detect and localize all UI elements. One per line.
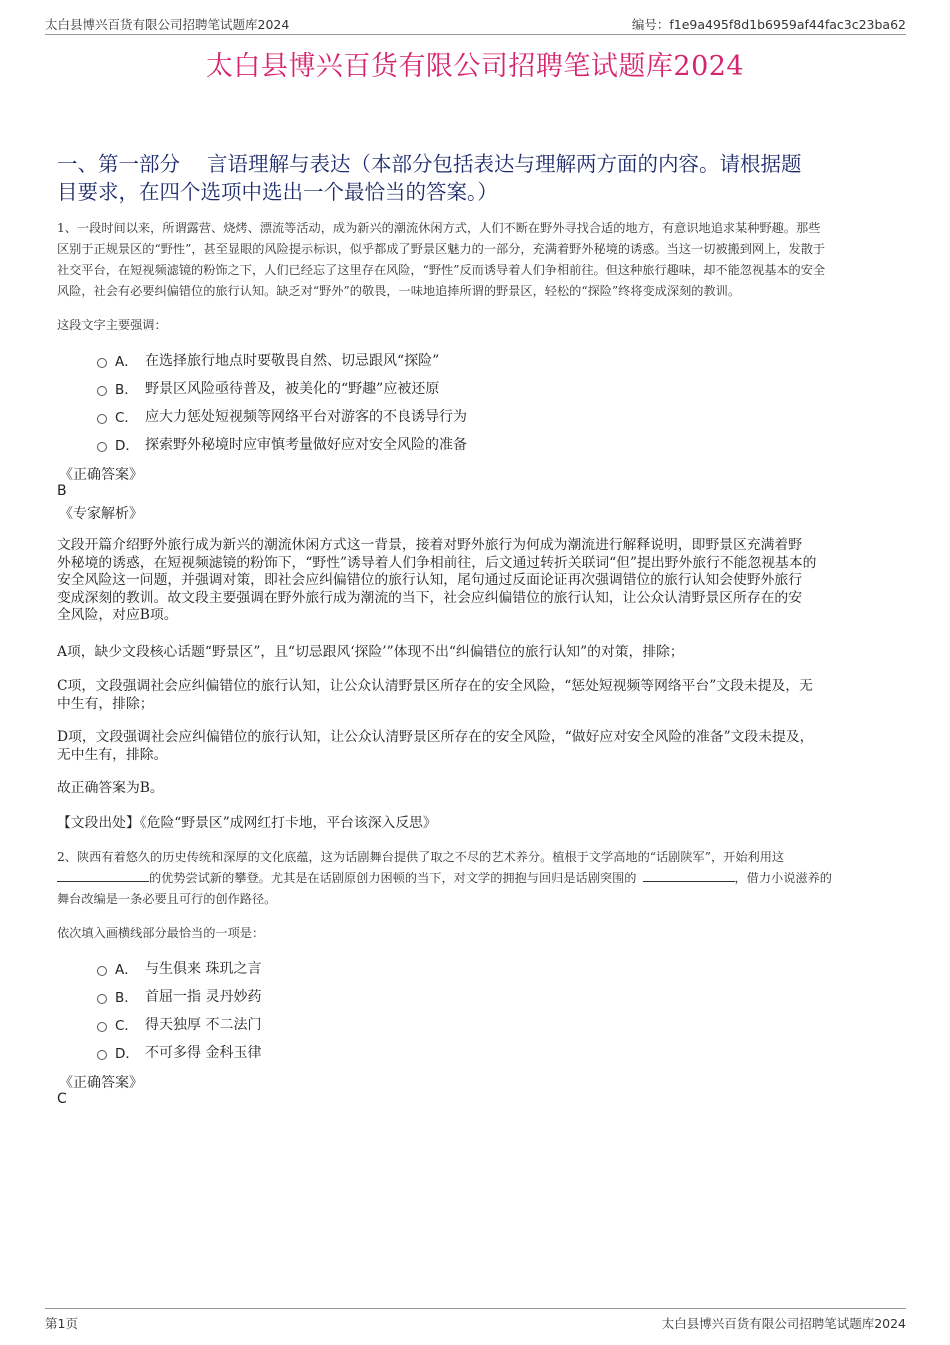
question-2-option-a[interactable] (97, 956, 261, 980)
question-2-line-3: 舞台改编是一条必要且可行的创作路径。 (57, 892, 277, 906)
analysis-line: A项，缺少文段核心话题“野景区”，且“切忌跟风‘探险’”体现不出“纠偏错位的旅行认知”的对策，排除； (57, 644, 684, 660)
question-1-analysis-label: 《专家解析》 (59, 506, 143, 522)
question-2-option-c[interactable] (97, 1012, 261, 1036)
question-1-answer: B (57, 483, 67, 499)
analysis-line: 变成深刻的教训。故文段主要强调在野外旅行成为潮流的当下，社会应纠偏错位的旅行认知，让公众认清野景区所存在的安 (57, 589, 803, 606)
analysis-paragraph-5 (57, 780, 892, 798)
section-title-line-1: 一、第一部分 言语理解与表达（本部分包括表达与理解两方面的内容。请根据题 (57, 152, 802, 176)
question-2-text: 的优势尝试新的攀登。尤其是在话剧原创力困顿的当下，对文学的拥抱与回归是话剧突围的 (149, 871, 637, 885)
option-text: 在选择旅行地点时要敬畏自然、切忌跟风“探险” (145, 353, 440, 369)
question-1-option-c[interactable] (97, 404, 467, 428)
question-2-line-2 (57, 868, 897, 889)
question-2-stem (57, 847, 897, 910)
option-text: 与生俱来 珠玑之言 (145, 961, 262, 977)
analysis-line: D项，文段强调社会应纠偏错位的旅行认知，让公众认清野景区所存在的安全风险，“做好应对安全风险的准备”文段未提及， (57, 729, 814, 745)
option-text: 应大力惩处短视频等网络平台对游客的不良诱导行为 (145, 409, 467, 425)
analysis-line: 无中生有，排除。 (57, 746, 168, 763)
analysis-line: 文段开篇介绍野外旅行成为新兴的潮流休闲方式这一背景，接着对野外旅行为何成为潮流进行解释说明，即野景区充满着野 (57, 537, 803, 553)
question-1-line: 风险，社会有必要纠偏错位的旅行认知。缺乏对“野外”的敬畏，一味地追捧所谓的野景区，轻松的“探险”终将变成深刻的教训。 (57, 284, 741, 298)
radio-icon[interactable] (97, 358, 107, 368)
question-1-option-b[interactable] (97, 376, 439, 400)
analysis-line: 全风险，对应B项。 (57, 607, 178, 623)
radio-icon[interactable] (97, 414, 107, 424)
page-prefix: 第 (45, 1316, 58, 1331)
option-text: 得天独厚 不二法门 (145, 1017, 262, 1033)
option-letter: B． (115, 382, 138, 398)
question-2-answer-label: 《正确答案》 (59, 1075, 143, 1091)
analysis-line: 中生有，排除； (57, 695, 154, 712)
option-text: 探索野外秘境时应审慎考量做好应对安全风险的准备 (145, 437, 467, 453)
question-1-line: 社交平台，在短视频滤镜的粉饰之下，人们已经忘了这里存在风险，“野性”反而诱导着人们争相前往。但这种旅行趣味，却不能忽视基本的安全 (57, 263, 826, 277)
analysis-paragraph-2 (57, 644, 892, 662)
question-1-source: 【文段出处】《危险“野景区”成网红打卡地，平台该深入反思》 (57, 815, 437, 831)
section-title-line-2: 目要求，在四个选项中选出一个最恰当的答案。） (57, 180, 498, 204)
question-2-answer: C (57, 1091, 67, 1107)
option-letter: C． (115, 410, 138, 426)
header-document-id: 编号：f1e9a495f8d1b6959af44fac3c23ba62 (631, 17, 906, 32)
header-left-title: 太白县博兴百货有限公司招聘笔试题库2024 (45, 17, 290, 32)
footer-title: 太白县博兴百货有限公司招聘笔试题库2024 (661, 1316, 906, 1331)
question-2-text: ，借力小说滋养的 (734, 871, 832, 885)
radio-icon[interactable] (97, 1022, 107, 1032)
radio-icon[interactable] (97, 1050, 107, 1060)
option-letter: C． (115, 1018, 138, 1034)
fill-blank-2[interactable] (643, 869, 735, 882)
analysis-paragraph-3 (57, 678, 892, 713)
question-1-line: 区别于正规景区的“野性”，甚至显眼的风险提示标识，似乎都成了野景区魅力的一部分，充满着野外秘境的诱惑。当这一切被搬到网上，发散于 (57, 242, 826, 256)
analysis-line: 外秘境的诱惑，在短视频滤镜的粉饰下，“野性”诱导着人们争相前往，后文通过转折关联词“但”提出野外旅行不能忽视基本的 (57, 554, 817, 571)
option-letter: B． (115, 990, 138, 1006)
radio-icon[interactable] (97, 442, 107, 452)
page-number: 1 (57, 1316, 66, 1331)
radio-icon[interactable] (97, 966, 107, 976)
analysis-paragraph-4 (57, 729, 892, 764)
option-letter: A． (115, 354, 138, 370)
document-title: 太白县博兴百货有限公司招聘笔试题库2024 (205, 51, 745, 82)
option-text: 野景区风险亟待普及，被美化的“野趣”应被还原 (145, 381, 440, 397)
option-letter: D． (115, 438, 139, 454)
analysis-line: 安全风险这一问题，并强调对策，即社会应纠偏错位的旅行认知，尾句通过反面论证再次强调错位的旅行认知会使野外旅行 (57, 572, 803, 588)
footer-page-number (45, 1314, 78, 1332)
question-1-prompt: 这段文字主要强调： (57, 318, 167, 332)
footer-divider (45, 1308, 906, 1309)
radio-icon[interactable] (97, 386, 107, 396)
question-2-option-b[interactable] (97, 984, 261, 1008)
question-1-option-a[interactable] (97, 348, 439, 372)
question-1-option-d[interactable] (97, 432, 467, 456)
fill-blank-1[interactable] (57, 869, 149, 882)
header-divider (45, 34, 906, 35)
section-title (57, 150, 897, 206)
option-letter: D． (115, 1046, 139, 1062)
analysis-line: C项，文段强调社会应纠偏错位的旅行认知，让公众认清野景区所存在的安全风险，“惩处短视频等网络平台”文段未提及，无 (57, 678, 813, 694)
question-1-stem (57, 218, 897, 302)
question-2-option-d[interactable] (97, 1040, 261, 1064)
question-1-line: 1、一段时间以来，所谓露营、烧烤、漂流等活动，成为新兴的潮流休闲方式，人们不断在野外寻找合适的地方，有意识地追求某种野趣。那些 (57, 221, 821, 235)
page-suffix: 页 (65, 1316, 78, 1331)
option-text: 首屈一指 灵丹妙药 (145, 989, 262, 1005)
analysis-paragraph-1 (57, 537, 892, 625)
question-2-line-1: 2、陕西有着悠久的历史传统和深厚的文化底蕴，这为话剧舞台提供了取之不尽的艺术养分。植根于文学高地的“话剧陕军”，开始利用这 (57, 850, 785, 864)
question-2-prompt: 依次填入画横线部分最恰当的一项是： (57, 926, 265, 940)
question-1-answer-label: 《正确答案》 (59, 467, 143, 483)
option-letter: A． (115, 962, 138, 978)
analysis-line: 故正确答案为B。 (57, 780, 164, 796)
radio-icon[interactable] (97, 994, 107, 1004)
option-text: 不可多得 金科玉律 (145, 1045, 262, 1061)
